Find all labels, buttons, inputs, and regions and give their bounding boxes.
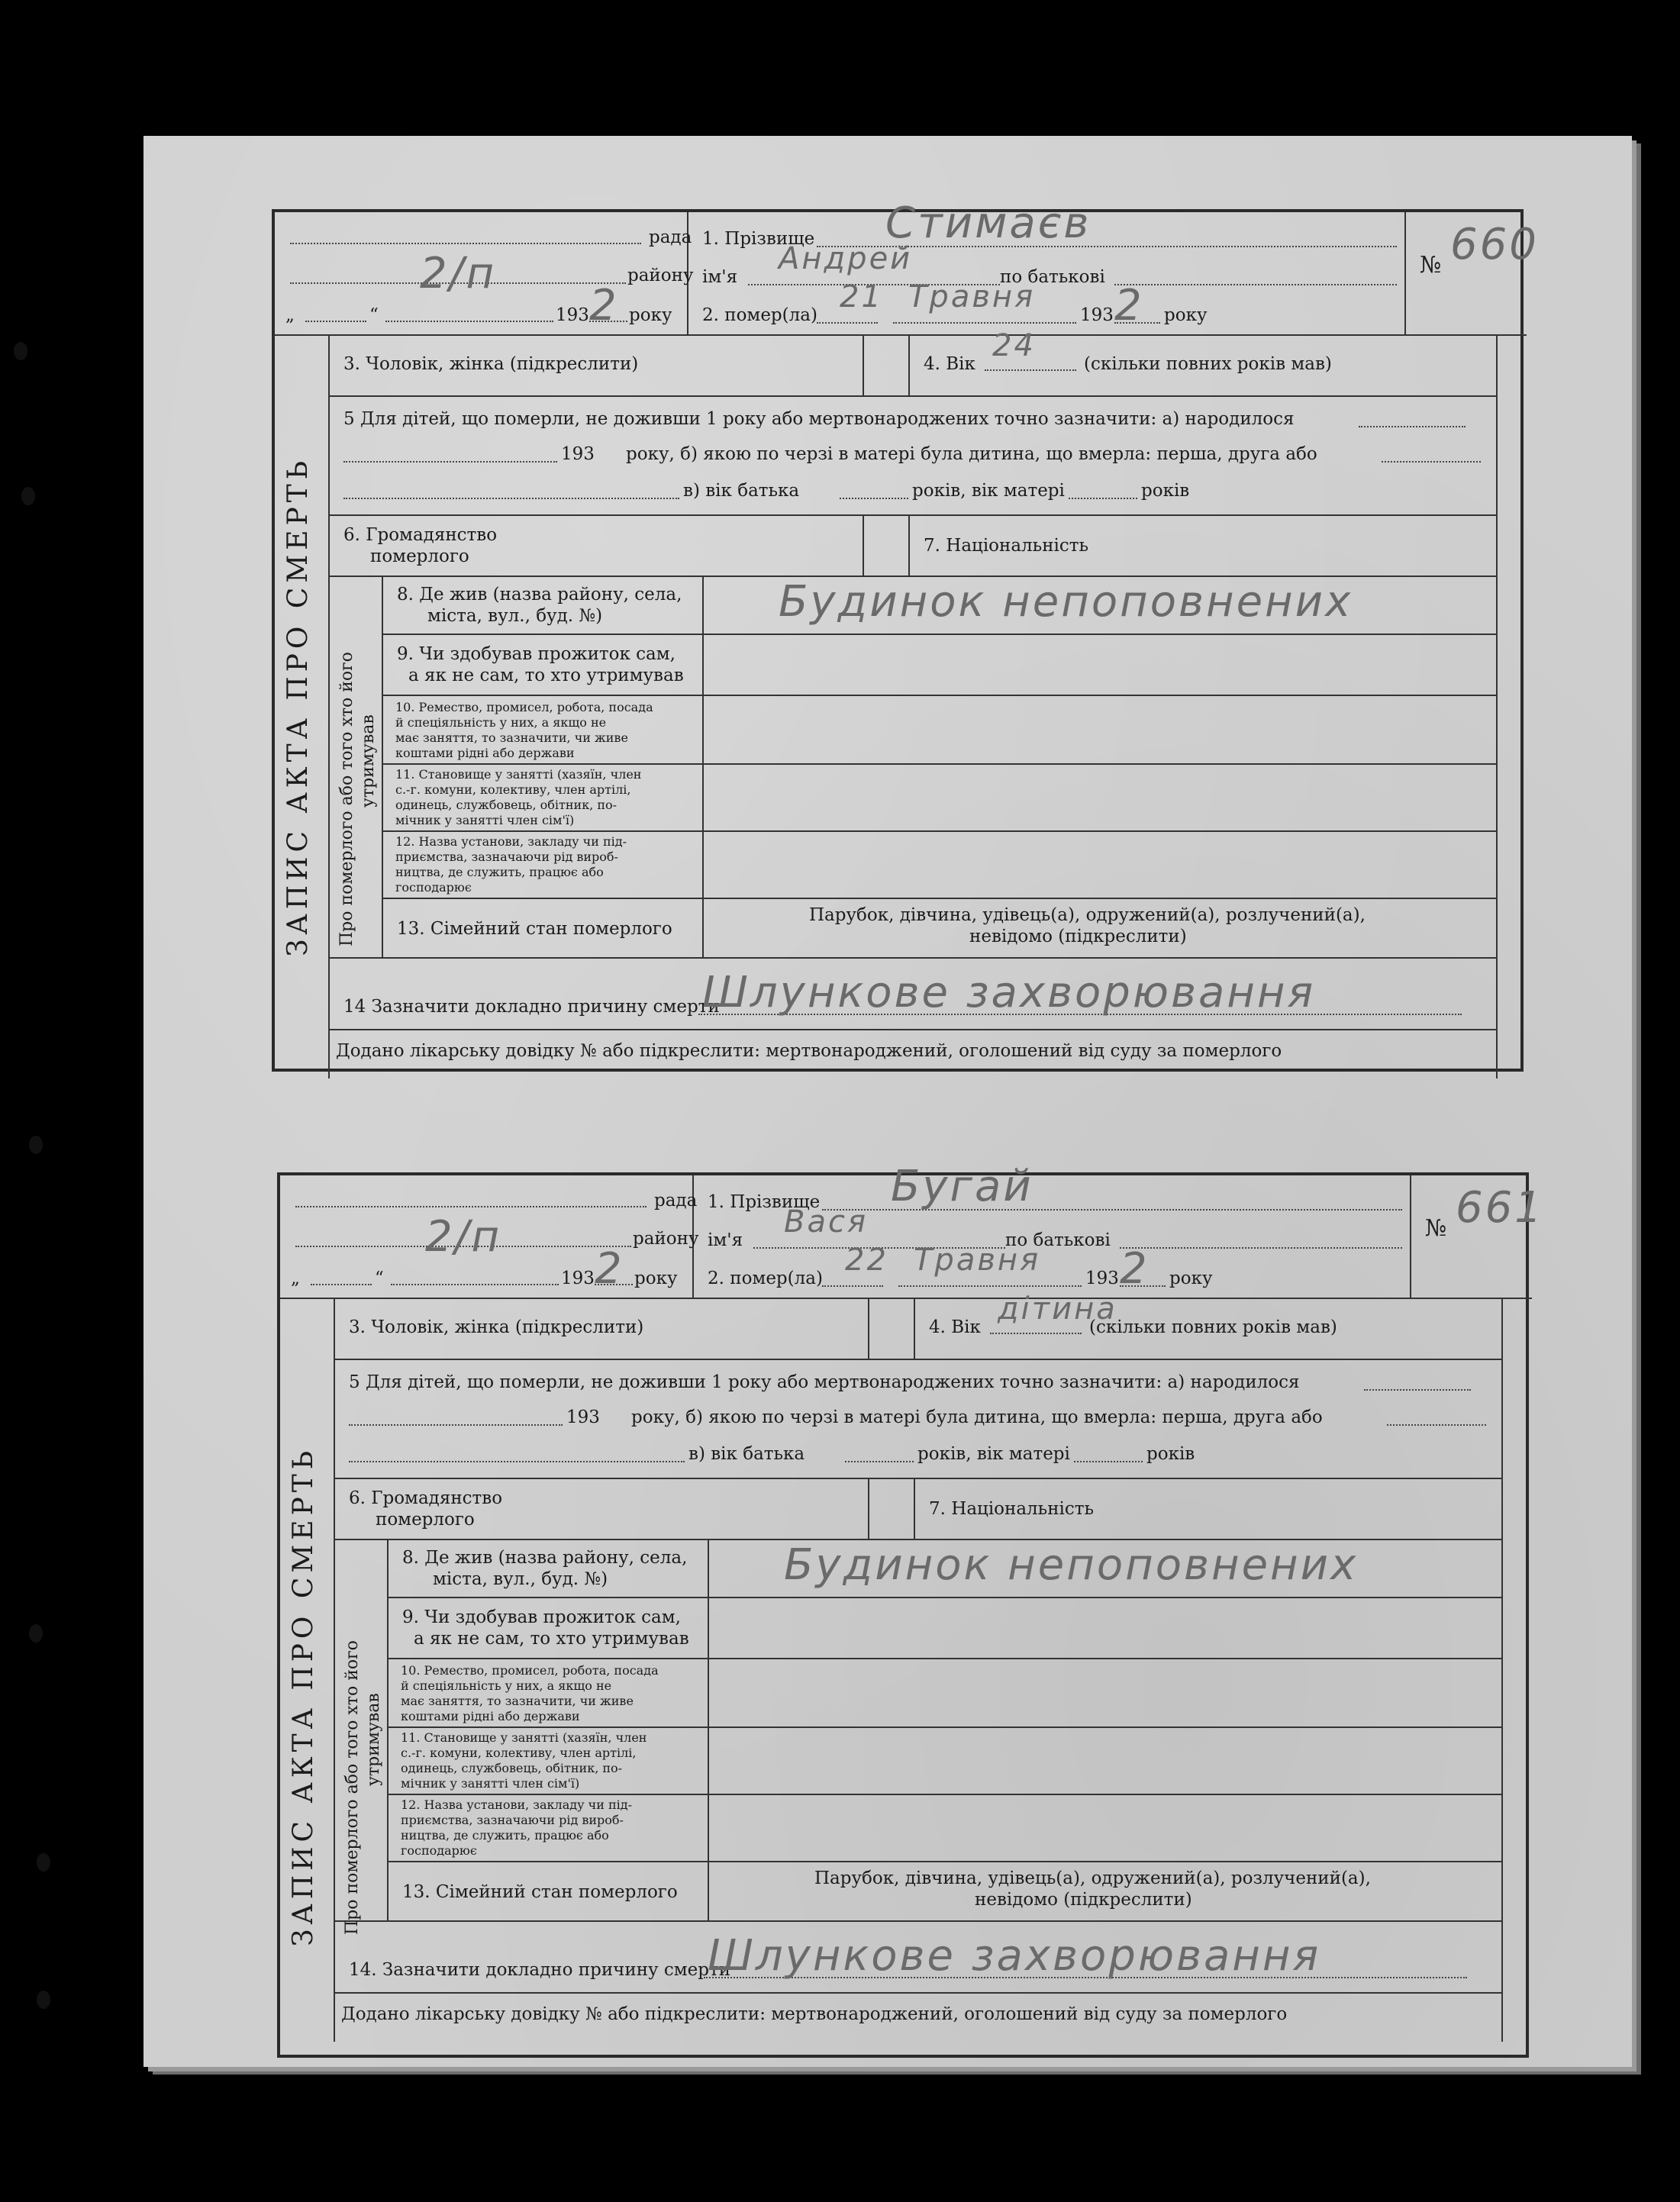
footer-medical-certificate: Додано лікарську довідку № або підкреслити: мертвонароджений, оголошений від суду за померлого: [341, 2004, 1288, 2024]
field-11-line-3: одинець, службовець, обітник, по-: [401, 1761, 623, 1775]
field-11-line-4: мічник у занятті член сім'ї): [401, 1776, 580, 1791]
dotted-blank[interactable]: [343, 498, 679, 499]
field-10-line-2: й спеціяльність у них, а якщо не: [395, 715, 607, 730]
dotted-blank[interactable]: [343, 461, 557, 463]
footer-medical-certificate: Додано лікарську довідку № або підкреслити: мертвонароджений, оголошений від суду за померлого: [336, 1041, 1282, 1061]
side-title: ЗАПИС АКТА ПРО СМЕРТЬ: [282, 456, 314, 956]
rule-line: [1501, 1298, 1503, 2042]
rule-line: [334, 1359, 1501, 1360]
punch-hole: [29, 1136, 43, 1154]
punch-hole: [21, 487, 35, 505]
rule-line: [908, 514, 910, 575]
death-record-form-2: [277, 1162, 1544, 2058]
handwritten-surname: Бугай: [891, 1162, 1033, 1211]
field-11-line-2: с.-г. комуни, колективу, член артілі,: [401, 1746, 637, 1760]
field-11-line-1: 11. Становище у занятті (хазяїн, член: [401, 1730, 647, 1745]
dotted-blank[interactable]: [985, 369, 1076, 371]
field-5-years-label: років: [1146, 1444, 1195, 1464]
rule-line: [328, 957, 1496, 959]
rule-line: [1410, 1175, 1411, 1298]
rule-line: [1404, 212, 1406, 334]
year-prefix: 193: [561, 1269, 595, 1288]
rule-line: [863, 334, 864, 395]
field-7-nationality: 7. Національність: [924, 536, 1089, 556]
dotted-blank[interactable]: [840, 498, 908, 499]
rule-line: [334, 1920, 1501, 1922]
dotted-blank[interactable]: [311, 1284, 372, 1285]
raion-label: району: [633, 1229, 699, 1249]
rada-label: рада: [649, 227, 692, 247]
dotted-blank[interactable]: [1074, 1461, 1143, 1462]
field-8-residence: 8. Де жив (назва району, села,: [402, 1548, 688, 1568]
surname-label: 1. Прізвище: [702, 229, 815, 249]
rule-line: [328, 514, 1496, 516]
field-8-residence-sub: міста, вул., буд. №): [433, 1569, 608, 1589]
rule-line: [328, 395, 1496, 397]
rule-line: [334, 1992, 1501, 1994]
field-13-options-2: невідомо (підкреслити): [975, 1890, 1192, 1910]
punch-hole: [37, 1991, 50, 2009]
dotted-blank[interactable]: [1387, 1424, 1486, 1426]
rule-line: [868, 1478, 869, 1539]
field-4-age-suffix: (скільки повних років мав): [1089, 1317, 1337, 1337]
rule-line: [387, 1539, 389, 1920]
field-10-line-3: має заняття, то зазначити, чи живе: [395, 730, 628, 745]
handwritten-death-day: 21: [840, 279, 883, 314]
field-8-residence: 8. Де жив (назва району, села,: [397, 585, 682, 605]
dotted-blank[interactable]: [1069, 498, 1137, 499]
dotted-blank[interactable]: [822, 1285, 883, 1287]
field-9-livelihood: 9. Чи здобував прожиток сам,: [402, 1607, 681, 1627]
dotted-blank[interactable]: [305, 321, 366, 322]
dotted-blank[interactable]: [1114, 284, 1397, 285]
dotted-blank[interactable]: [385, 321, 553, 322]
field-10-line-2: й спеціяльність у них, а якщо не: [401, 1678, 612, 1693]
field-5-line-1: 5 Для дітей, що померли, не доживши 1 року або мертвонароджених точно зазначити: а) народилося: [349, 1372, 1300, 1392]
dotted-blank[interactable]: [898, 1285, 1082, 1287]
field-13-marital-status: 13. Сімейний стан померлого: [397, 919, 672, 939]
field-8-residence-sub: міста, вул., буд. №): [427, 606, 603, 626]
field-5-line-2: року, б) якою по черзі в матері була дитина, що вмерла: перша, друга або: [626, 444, 1317, 464]
dotted-blank[interactable]: [290, 243, 641, 244]
field-10-line-3: має заняття, то зазначити, чи живе: [401, 1694, 634, 1708]
dotted-blank[interactable]: [391, 1284, 559, 1285]
handwritten-residence: Будинок непоповнених: [779, 577, 1353, 627]
handwritten-raion: 2/п: [425, 1212, 502, 1262]
number-label: №: [1420, 252, 1442, 279]
field-11-line-3: одинець, службовець, обітник, по-: [395, 798, 618, 812]
field-12-line-2: приємства, зазначаючи рід вироб-: [395, 850, 618, 864]
field-10-line-1: 10. Ремество, промисел, робота, посада: [401, 1663, 659, 1678]
field-13-options-1: Парубок, дівчина, удівець(а), одружений(а), розлучений(а),: [809, 905, 1366, 925]
rule-line: [914, 1298, 915, 1359]
dotted-blank[interactable]: [893, 322, 1076, 324]
field-13-marital-status: 13. Сімейний стан померлого: [402, 1882, 678, 1902]
side-subtitle-2: утримував: [359, 714, 378, 808]
died-year-prefix: 193: [1085, 1269, 1119, 1288]
name-label: ім'я: [708, 1230, 743, 1250]
rule-line: [382, 830, 1496, 832]
field-3-sex: 3. Чоловік, жінка (підкреслити): [349, 1317, 644, 1337]
rule-line: [382, 575, 383, 957]
handwritten-record-number: 660: [1450, 220, 1539, 269]
dotted-blank[interactable]: [349, 1461, 685, 1462]
dotted-blank[interactable]: [817, 322, 878, 324]
punch-hole: [14, 342, 27, 360]
field-9-livelihood-sub: а як не сам, то хто утримував: [408, 666, 684, 685]
field-14-cause-of-death: 14 Зазначити докладно причину смерти: [343, 997, 720, 1017]
rule-line: [868, 1298, 869, 1359]
rule-line: [280, 1298, 1532, 1299]
rule-line: [382, 898, 1496, 899]
rule-line: [334, 1478, 1501, 1479]
field-13-options-2: невідомо (підкреслити): [969, 927, 1187, 946]
handwritten-death-month: Травня: [914, 1243, 1041, 1278]
field-7-nationality: 7. Національність: [929, 1499, 1095, 1519]
field-3-sex: 3. Чоловік, жінка (підкреслити): [343, 354, 639, 374]
side-title: ЗАПИС АКТА ПРО СМЕРТЬ: [288, 1446, 319, 1946]
dotted-blank[interactable]: [990, 1333, 1082, 1334]
punch-hole: [29, 1624, 43, 1643]
handwritten-year: 2: [589, 281, 619, 330]
field-10-line-4: коштами рідні або держави: [395, 746, 575, 760]
handwritten-name: Андрей: [779, 241, 913, 276]
field-11-line-4: мічник у занятті член сім'ї): [395, 813, 575, 827]
dotted-blank[interactable]: [1120, 1247, 1402, 1249]
year-label: року: [634, 1269, 678, 1288]
field-5-father-age-label: в) вік батька: [683, 481, 800, 501]
handwritten-age: 24: [992, 328, 1036, 363]
field-11-line-1: 11. Становище у занятті (хазяїн, член: [395, 767, 642, 782]
side-subtitle-2: утримував: [364, 1693, 383, 1786]
field-5-mother-age-label: років, вік матері: [917, 1444, 1070, 1464]
rule-line: [275, 334, 1527, 336]
handwritten-age: дітина: [998, 1291, 1117, 1327]
field-5-year-prefix: 193: [561, 444, 595, 464]
rule-line: [708, 1539, 709, 1920]
death-record-form-1: [272, 198, 1539, 1072]
field-5-years-label: років: [1141, 481, 1190, 501]
rule-line: [387, 1861, 1501, 1862]
rule-line: [382, 634, 1496, 635]
field-6-citizenship-sub: померлого: [370, 546, 469, 566]
rule-line: [387, 1658, 1501, 1659]
field-12-line-1: 12. Назва установи, закладу чи під-: [395, 834, 627, 849]
dotted-blank[interactable]: [1364, 1389, 1471, 1391]
handwritten-death-year: 2: [1120, 1244, 1150, 1294]
handwritten-cause: Шлункове захворювання: [708, 1931, 1321, 1981]
dotted-blank[interactable]: [349, 1424, 563, 1426]
punch-hole: [37, 1853, 50, 1872]
year-prefix: 193: [556, 305, 589, 325]
rule-line: [702, 575, 704, 957]
field-5-mother-age-label: років, вік матері: [912, 481, 1065, 501]
handwritten-raion: 2/п: [420, 249, 497, 298]
handwritten-death-month: Травня: [908, 279, 1036, 314]
field-4-age-label: 4. Вік: [924, 354, 975, 374]
field-12-line-1: 12. Назва установи, закладу чи під-: [401, 1797, 632, 1812]
died-year-prefix: 193: [1080, 305, 1114, 325]
field-5-year-prefix: 193: [566, 1407, 600, 1427]
rule-line: [382, 763, 1496, 765]
died-label: 2. помер(ла): [702, 305, 817, 325]
died-year-label: року: [1169, 1269, 1213, 1288]
field-10-line-4: коштами рідні або держави: [401, 1709, 580, 1723]
rule-line: [387, 1597, 1501, 1598]
field-10-line-1: 10. Ремество, промисел, робота, посада: [395, 700, 653, 714]
handwritten-residence: Будинок непоповнених: [784, 1540, 1359, 1590]
rada-label: рада: [654, 1191, 698, 1211]
raion-label: району: [627, 266, 694, 285]
handwritten-death-year: 2: [1114, 281, 1144, 330]
field-6-citizenship: 6. Громадянство: [343, 525, 498, 545]
surname-label: 1. Прізвище: [708, 1192, 821, 1212]
rule-line: [382, 695, 1496, 696]
dotted-blank[interactable]: [295, 1206, 647, 1207]
patronymic-label: по батькові: [1005, 1230, 1111, 1250]
field-4-age-suffix: (скільки повних років мав): [1084, 354, 1332, 374]
handwritten-cause: Шлункове захворювання: [702, 968, 1316, 1017]
rule-line: [908, 334, 910, 395]
dotted-blank[interactable]: [1359, 426, 1466, 427]
field-9-livelihood: 9. Чи здобував прожиток сам,: [397, 644, 676, 664]
side-subtitle-1: Про померлого або того хто його: [343, 1640, 362, 1935]
field-11-line-2: с.-г. комуни, колективу, член артілі,: [395, 782, 631, 797]
date-open-quote: „: [285, 305, 295, 325]
handwritten-record-number: 661: [1456, 1183, 1544, 1233]
rule-line: [1496, 334, 1498, 1078]
died-year-label: року: [1164, 305, 1208, 325]
died-label: 2. помер(ла): [708, 1269, 823, 1288]
rule-line: [387, 1726, 1501, 1728]
field-5-line-2: року, б) якою по черзі в матері була дитина, що вмерла: перша, друга або: [631, 1407, 1323, 1427]
field-6-citizenship-sub: померлого: [376, 1510, 475, 1530]
handwritten-surname: Стимаєв: [885, 198, 1092, 248]
date-close-quote: “: [375, 1269, 384, 1288]
field-5-father-age-label: в) вік батька: [688, 1444, 805, 1464]
field-13-options-1: Парубок, дівчина, удівець(а), одружений(а), розлучений(а),: [814, 1868, 1371, 1888]
field-9-livelihood-sub: а як не сам, то хто утримував: [414, 1629, 689, 1649]
year-label: року: [629, 305, 672, 325]
field-4-age-label: 4. Вік: [929, 1317, 981, 1337]
name-label: ім'я: [702, 267, 738, 287]
field-6-citizenship: 6. Громадянство: [349, 1488, 503, 1508]
dotted-blank[interactable]: [1382, 461, 1481, 463]
rule-line: [328, 1029, 1496, 1030]
rule-line: [914, 1478, 915, 1539]
field-12-line-2: приємства, зазначаючи рід вироб-: [401, 1813, 624, 1827]
rule-line: [328, 334, 330, 1078]
field-12-line-3: ництва, де служить, працює або: [401, 1828, 609, 1843]
rule-line: [863, 514, 864, 575]
field-12-line-4: господарює: [401, 1843, 477, 1858]
date-close-quote: “: [369, 305, 379, 325]
dotted-blank[interactable]: [845, 1461, 914, 1462]
patronymic-label: по батькові: [1000, 267, 1105, 287]
number-label: №: [1425, 1215, 1447, 1242]
handwritten-name: Вася: [784, 1204, 869, 1240]
field-14-cause-of-death: 14. Зазначити докладно причину смерти: [349, 1960, 731, 1980]
field-12-line-3: ництва, де служить, працює або: [395, 865, 604, 879]
rule-line: [387, 1794, 1501, 1795]
handwritten-year: 2: [595, 1244, 624, 1294]
handwritten-death-day: 22: [845, 1243, 888, 1278]
side-subtitle-1: Про померлого або того хто його: [337, 652, 356, 946]
field-5-line-1: 5 Для дітей, що померли, не доживши 1 року або мертвонароджених точно зазначити: а) народилося: [343, 409, 1295, 429]
field-12-line-4: господарює: [395, 880, 472, 895]
rule-line: [334, 1298, 335, 2042]
date-open-quote: „: [291, 1269, 300, 1288]
